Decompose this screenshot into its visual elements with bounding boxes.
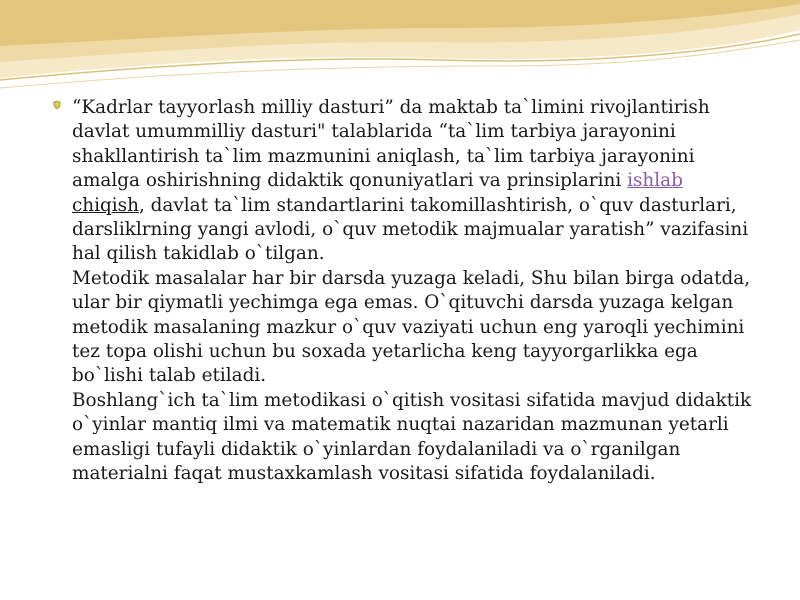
decorative-wave-header bbox=[0, 0, 800, 110]
paragraph-1 bbox=[72, 96, 762, 267]
ishlab-link[interactable]: ishlab bbox=[627, 170, 683, 192]
chiqish-link[interactable]: chiqish bbox=[72, 194, 139, 216]
paragraph-1-text-before-link: “Kadrlar tayyorlash milliy dasturi” da maktab ta`limini rivojlantirish davlat umummilliy dasturi" talablarida “ta`lim tarbiya jarayonini shakllantirish ta`lim mazmunini aniqlash, ta`lim tarbiya jarayonini amalga oshirishning didaktik qonuniyatlari va prinsiplarini bbox=[72, 97, 710, 192]
paragraph-1-text-after-link: , davlat ta`lim standartlarini takomillashtirish, o`quv dasturlari, darsliklrning yangi avlodi, o`quv metodik majmualar yaratish” vazifasini hal qilish takidlab o`tilgan. bbox=[72, 194, 749, 265]
bullet-icon bbox=[52, 100, 62, 110]
slide-body-text bbox=[72, 96, 762, 487]
paragraph-2: Metodik masalalar har bir darsda yuzaga keladi, Shu bilan birga odatda, ular bir qiymatli yechimga ega emas. O`qituvchi darsda yuzaga kelgan metodik masalaning mazkur o`quv vaziyati uchun eng yaroqli yechimini tez topa olishi uchun bu soxada yetarlicha keng tayyorgarlikka ega bo`lishi talab etiladi. bbox=[72, 267, 751, 387]
paragraph-3: Boshlang`ich ta`lim metodikasi o`qitish vositasi sifatida mavjud didaktik o`yinlar mantiq ilmi va matematik nuqtai nazaridan mazmunan yetarli emasligi tufayli didaktik o`yinlardan foydalaniladi va o`rganilgan materialni faqat mustaxkamlash vositasi sifatida foydalaniladi. bbox=[72, 389, 752, 485]
